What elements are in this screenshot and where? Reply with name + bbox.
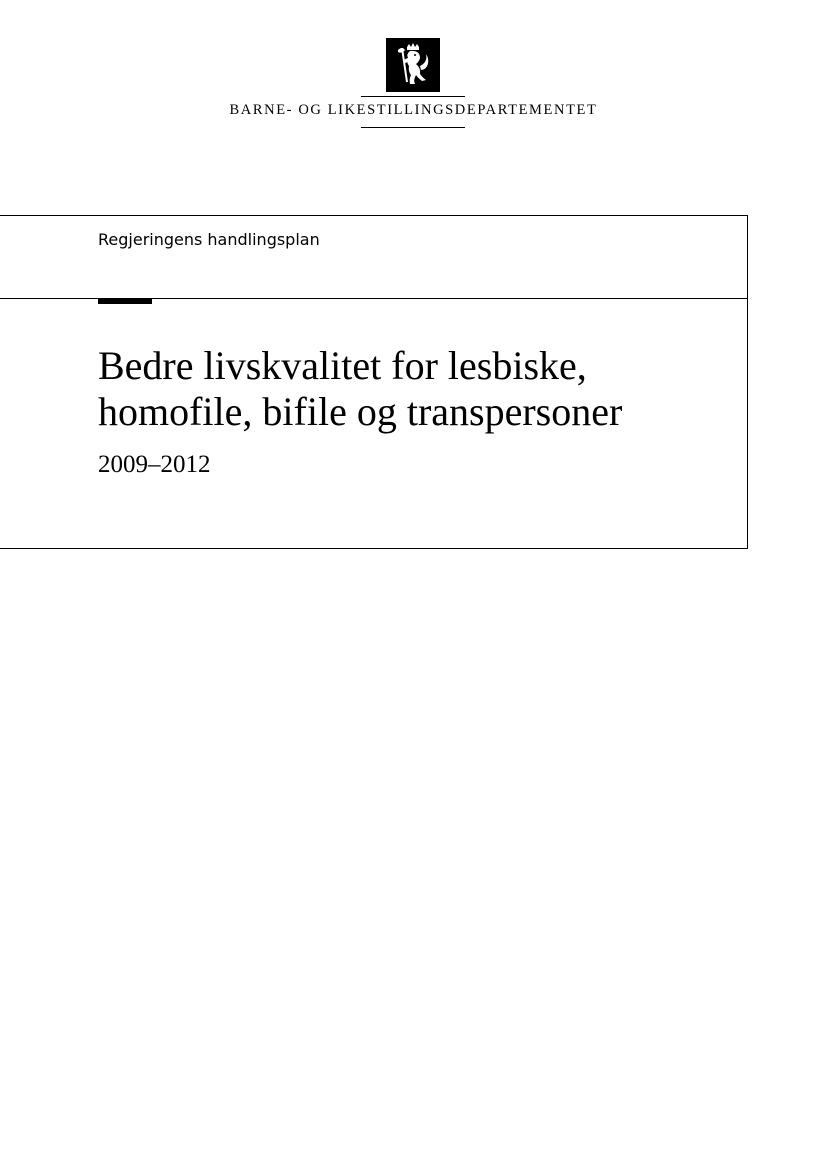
lion-emblem-icon [386,38,440,92]
ministry-header [0,0,827,140]
document-title-line: homofile, bifile og transpersoner [98,389,623,434]
ministry-name: BARNE- OG LIKESTILLINGSDEPARTEMENTET [229,102,598,118]
document-title [98,343,738,435]
header-rule-top [361,96,465,97]
header-rule-bottom [361,127,465,128]
plan-period: 2009–2012 [98,451,211,478]
norwegian-lion-coat-of-arms-icon [386,38,440,92]
document-title-line: Bedre livskvalitet for lesbiske, [98,343,587,388]
accent-bar [98,299,152,304]
series-label: Regjeringens handlingsplan [98,230,320,249]
